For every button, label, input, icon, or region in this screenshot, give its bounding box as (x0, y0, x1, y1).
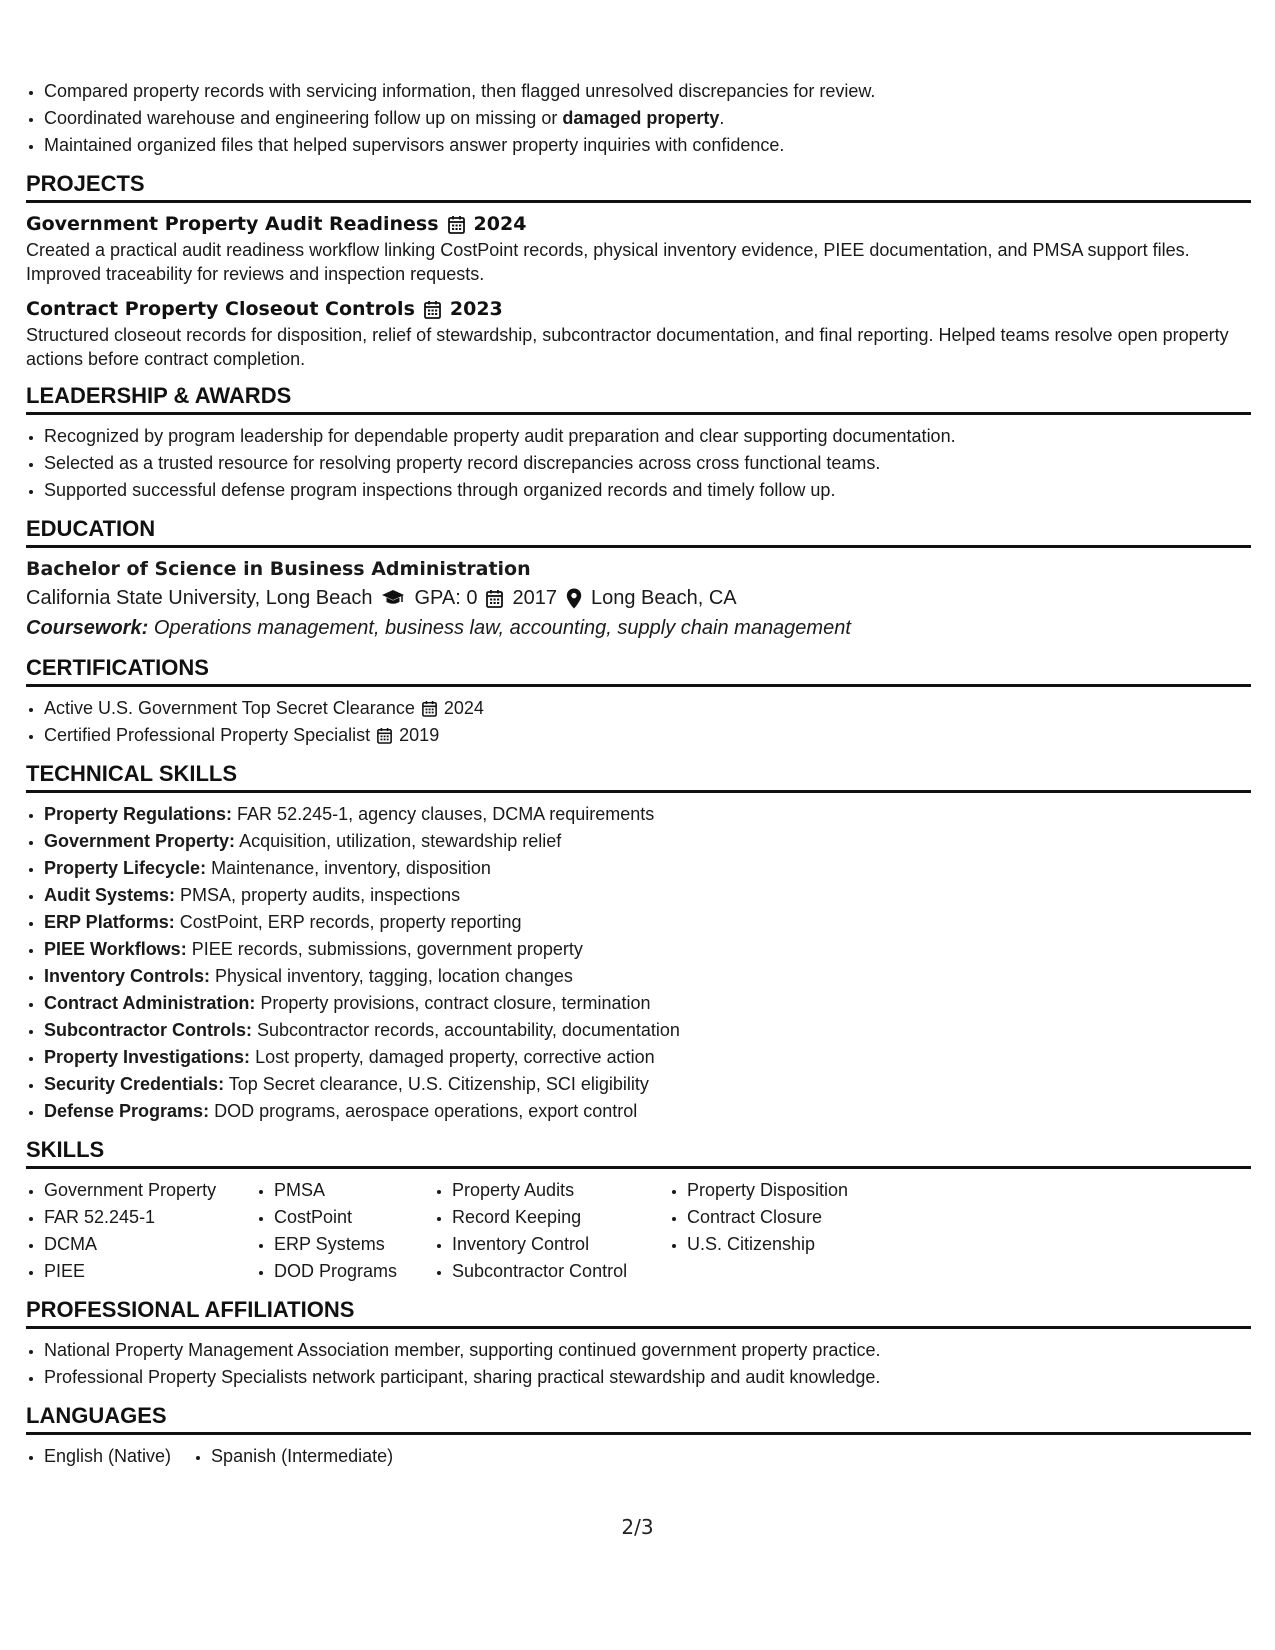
affiliations-list (26, 1337, 1251, 1391)
map-pin-icon (566, 588, 582, 609)
skill-text: DOD programs, aerospace operations, export control (214, 1101, 638, 1121)
list-item (44, 909, 1251, 936)
projects-section (26, 170, 1251, 371)
degree-title: Bachelor of Science in Business Administration (26, 558, 531, 580)
section-heading: EDUCATION (26, 515, 1251, 548)
section-heading: TECHNICAL SKILLS (26, 760, 1251, 793)
school-location: Long Beach, CA (590, 587, 737, 609)
bullet-text: . (719, 108, 725, 128)
coursework-list: Operations management, business law, accounting, supply chain management (153, 617, 851, 639)
project-year: 2024 (473, 213, 527, 235)
skills-column (669, 1177, 848, 1285)
list-item (44, 990, 1251, 1017)
skills-column (26, 1177, 234, 1285)
certifications-list (26, 695, 1251, 749)
list-item: • Inventory Control (452, 1231, 647, 1258)
skill-text: CostPoint, ERP records, property reporting (179, 912, 522, 932)
list-item: • English (Native) (44, 1443, 171, 1470)
skill-text: Top Secret clearance, U.S. Citizenship, SCI eligibility (228, 1074, 649, 1094)
list-item (44, 855, 1251, 882)
list-item (44, 1044, 1251, 1071)
project-title: Contract Property Closeout Controls (26, 298, 415, 320)
certification-year: 2019 (399, 725, 440, 745)
list-item: • Supported successful defense program inspections through organized records and timely follow up. (44, 477, 1251, 504)
calendar-icon (448, 215, 465, 234)
graduation-cap-icon (381, 589, 405, 607)
skill-label: Subcontractor Controls: (44, 1020, 253, 1040)
project-title-row (26, 296, 1251, 323)
language-column (193, 1443, 393, 1470)
list-item (44, 1017, 1251, 1044)
list-item: • CostPoint (274, 1204, 412, 1231)
technical-skills-list (26, 801, 1251, 1125)
skill-text: Physical inventory, tagging, location changes (215, 966, 573, 986)
skill-label: Government Property: (44, 831, 236, 851)
calendar-icon (486, 589, 503, 608)
bullet-text: Coordinated warehouse and engineering follow up on missing or (44, 108, 563, 128)
list-item: • PMSA (274, 1177, 412, 1204)
calendar-icon (422, 700, 437, 717)
bullet-text: Compared property records with servicing information, then flagged unresolved discrepancies for review. (44, 81, 876, 101)
skill-label: Property Investigations: (44, 1047, 251, 1067)
page-number: 2/3 (621, 1515, 654, 1539)
skill-label: Defense Programs: (44, 1101, 210, 1121)
leadership-section (26, 382, 1251, 504)
education-section (26, 515, 1251, 643)
project-description: Created a practical audit readiness workflow linking CostPoint records, physical inventory evidence, PIEE documentation, and PMSA support files. Improved traceability for reviews and inspection requests. (26, 240, 1190, 284)
project-title: Government Property Audit Readiness (26, 213, 439, 235)
skill-text: Property provisions, contract closure, termination (260, 993, 651, 1013)
graduation-year: 2017 (512, 587, 557, 609)
certification-name: • Active U.S. Government Top Secret Clearance (44, 698, 415, 718)
list-item: • FAR 52.245-1 (44, 1204, 234, 1231)
list-item (44, 963, 1251, 990)
calendar-icon (424, 300, 441, 319)
list-item (44, 78, 1251, 105)
project-description: Structured closeout records for disposition, relief of stewardship, subcontractor documentation, and final reporting. Helped teams resolve open property actions before contract completion. (26, 325, 1229, 369)
skill-label: PIEE Workflows: (44, 939, 187, 959)
list-item (44, 722, 1251, 749)
list-item: • National Property Management Association member, supporting continued government property practice. (44, 1337, 1251, 1364)
skill-text: Maintenance, inventory, disposition (211, 858, 491, 878)
skill-text: FAR 52.245-1, agency clauses, DCMA requirements (237, 804, 655, 824)
section-heading: SKILLS (26, 1136, 1251, 1169)
list-item: • Recognized by program leadership for dependable property audit preparation and clear supporting documentation. (44, 423, 1251, 450)
list-item (44, 132, 1251, 159)
section-heading: PROJECTS (26, 170, 1251, 203)
skill-text: Acquisition, utilization, stewardship relief (239, 831, 562, 851)
bullet-text: Maintained organized files that helped supervisors answer property inquiries with confidence. (44, 135, 785, 155)
list-item: • Subcontractor Control (452, 1258, 647, 1285)
skills-section (26, 1136, 1251, 1285)
list-item: • Property Audits (452, 1177, 647, 1204)
skill-text: PMSA, property audits, inspections (180, 885, 461, 905)
skill-text: Subcontractor records, accountability, documentation (257, 1020, 680, 1040)
list-item: • Contract Closure (687, 1204, 848, 1231)
skills-grid (26, 1177, 1251, 1285)
list-item: • Record Keeping (452, 1204, 647, 1231)
list-item: • ERP Systems (274, 1231, 412, 1258)
list-item: • PIEE (44, 1258, 234, 1285)
certification-name: • Certified Professional Property Specialist (44, 725, 371, 745)
bullet-bold-text: damaged property (562, 108, 720, 128)
gpa: GPA: 0 (414, 587, 478, 609)
list-item (44, 882, 1251, 909)
school-name: California State University, Long Beach (26, 587, 373, 609)
skill-text: Lost property, damaged property, corrective action (255, 1047, 655, 1067)
list-item: • Property Disposition (687, 1177, 848, 1204)
list-item (44, 801, 1251, 828)
affiliations-section (26, 1296, 1251, 1391)
coursework-label: Coursework: (26, 617, 149, 639)
skill-label: ERP Platforms: (44, 912, 175, 932)
project-year: 2023 (449, 298, 503, 320)
list-item: • DOD Programs (274, 1258, 412, 1285)
section-heading: LANGUAGES (26, 1402, 1251, 1435)
leadership-list (26, 423, 1251, 504)
list-item: • DCMA (44, 1231, 234, 1258)
list-item (44, 695, 1251, 722)
coursework (26, 613, 1251, 643)
languages-list (26, 1443, 1251, 1470)
languages-section (26, 1402, 1251, 1470)
list-item (44, 1098, 1251, 1125)
skill-label: Property Regulations: (44, 804, 233, 824)
list-item (44, 828, 1251, 855)
list-item (44, 1071, 1251, 1098)
language-column (26, 1443, 171, 1470)
skills-column (256, 1177, 412, 1285)
skill-label: Audit Systems: (44, 885, 176, 905)
skill-label: Contract Administration: (44, 993, 256, 1013)
list-item: • Spanish (Intermediate) (211, 1443, 393, 1470)
certifications-section (26, 654, 1251, 749)
experience-bullets (26, 78, 1251, 159)
list-item: • Selected as a trusted resource for resolving property record discrepancies across cross functional teams. (44, 450, 1251, 477)
certification-year: 2024 (443, 698, 484, 718)
list-item (44, 936, 1251, 963)
education-details (26, 583, 1251, 613)
section-heading: LEADERSHIP & AWARDS (26, 382, 1251, 415)
skill-text: PIEE records, submissions, government property (191, 939, 583, 959)
skill-label: Property Lifecycle: (44, 858, 207, 878)
calendar-icon (377, 727, 392, 744)
skills-column (434, 1177, 647, 1285)
list-item (44, 105, 1251, 132)
skill-label: Security Credentials: (44, 1074, 225, 1094)
project-title-row (26, 211, 1251, 238)
section-heading: PROFESSIONAL AFFILIATIONS (26, 1296, 1251, 1329)
resume-page (26, 78, 1251, 1481)
list-item: • U.S. Citizenship (687, 1231, 848, 1258)
list-item: • Professional Property Specialists network participant, sharing practical stewardship and audit knowledge. (44, 1364, 1251, 1391)
technical-skills-section (26, 760, 1251, 1125)
section-heading: CERTIFICATIONS (26, 654, 1251, 687)
skill-label: Inventory Controls: (44, 966, 211, 986)
list-item: • Government Property (44, 1177, 234, 1204)
